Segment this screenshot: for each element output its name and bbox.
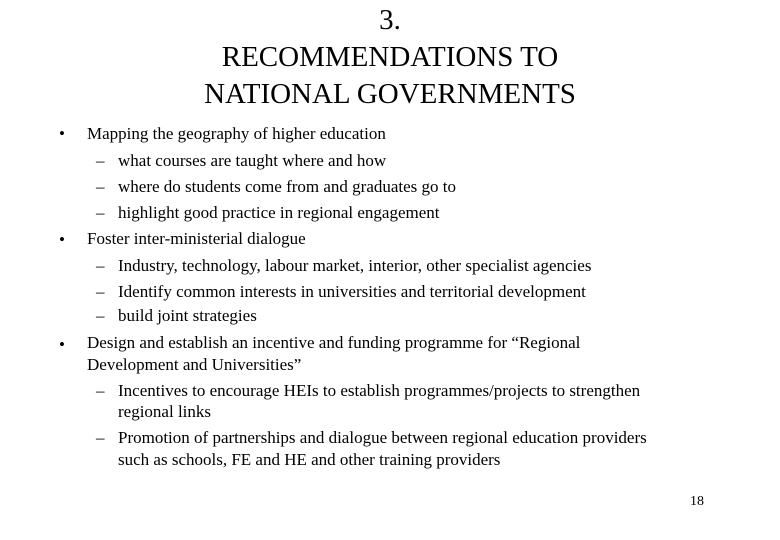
bullet-marker: • <box>59 230 65 249</box>
bullet-3-text-line-2: Development and Universities” <box>87 355 302 374</box>
bullet-3-sub-1-line-2: regional links <box>118 402 212 421</box>
page-number: 18 <box>690 494 704 509</box>
bullet-2-sub-2: Identify common interests in universities and territorial development <box>118 282 586 301</box>
bullet-2-sub-1: Industry, technology, labour market, interior, other specialist agencies <box>118 256 592 275</box>
bullet-2-text: Foster inter-ministerial dialogue <box>87 229 306 248</box>
dash-marker: – <box>96 306 105 325</box>
dash-marker: – <box>96 203 105 222</box>
title-number: 3. <box>379 4 401 36</box>
bullet-3-sub-2-line-2: such as schools, FE and HE and other training providers <box>118 450 501 469</box>
title-line-2: NATIONAL GOVERNMENTS <box>204 78 576 110</box>
bullet-marker: • <box>59 124 65 143</box>
dash-marker: – <box>96 282 105 301</box>
bullet-1-sub-1: what courses are taught where and how <box>118 151 387 170</box>
dash-marker: – <box>96 177 105 196</box>
bullet-marker: • <box>59 335 65 354</box>
bullet-2-sub-3: build joint strategies <box>118 306 257 325</box>
bullet-1-text: Mapping the geography of higher education <box>87 124 386 143</box>
dash-marker: – <box>96 381 105 400</box>
bullet-1-sub-3: highlight good practice in regional engagement <box>118 203 440 222</box>
bullet-3-sub-2-line-1: Promotion of partnerships and dialogue between regional education providers <box>118 428 647 447</box>
dash-marker: – <box>96 256 105 275</box>
bullet-3-text-line-1: Design and establish an incentive and funding programme for “Regional <box>87 333 581 352</box>
dash-marker: – <box>96 428 105 447</box>
bullet-3-sub-1-line-1: Incentives to encourage HEIs to establish programmes/projects to strengthen <box>118 381 641 400</box>
title-line-1: RECOMMENDATIONS TO <box>221 41 559 73</box>
bullet-1-sub-2: where do students come from and graduates go to <box>118 177 457 196</box>
dash-marker: – <box>96 151 105 170</box>
